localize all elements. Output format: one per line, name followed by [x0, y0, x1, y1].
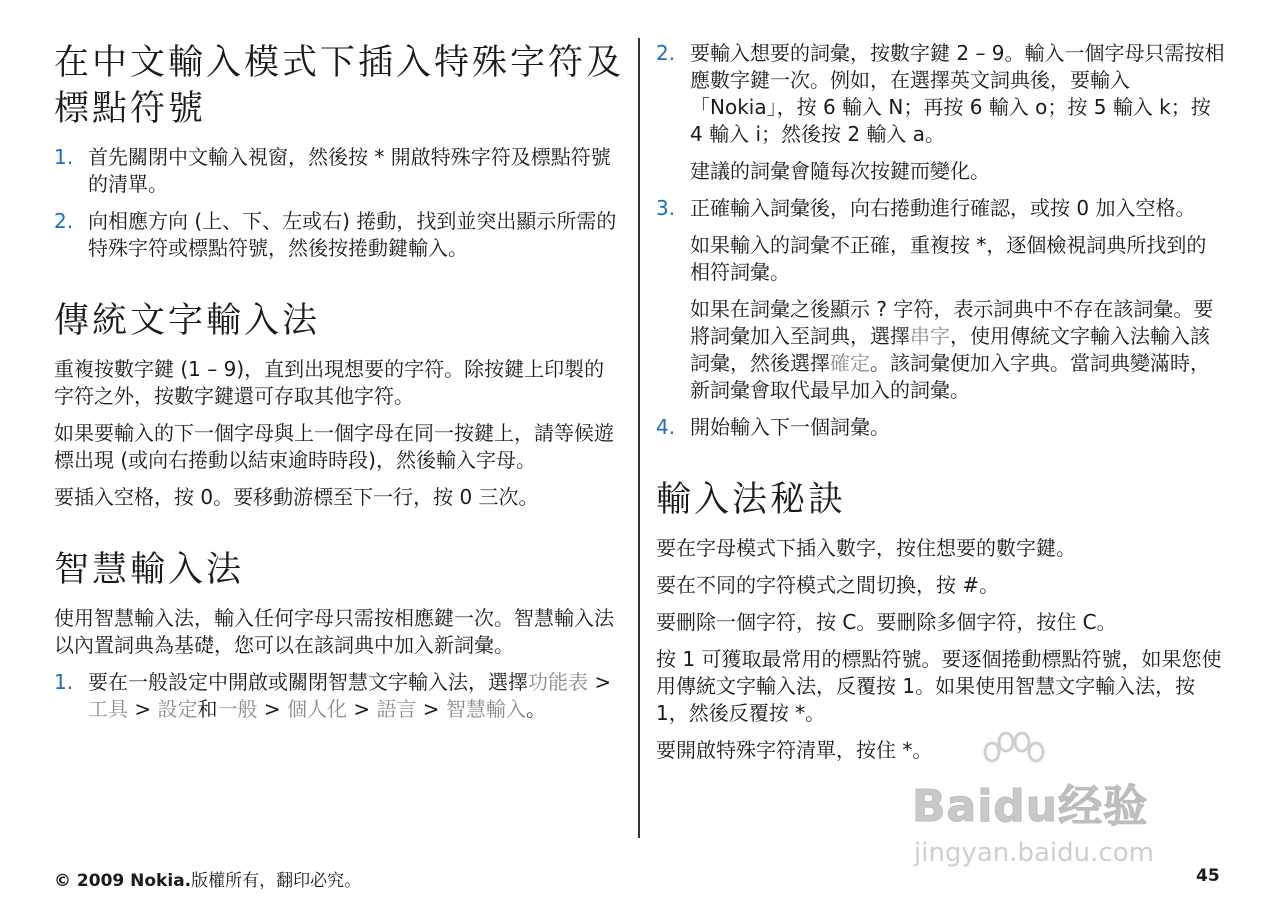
step-text: 正確輸入詞彙後，向右捲動進行確認，或按 0 加入空格。 [690, 196, 1196, 220]
menu-separator: > [346, 697, 377, 721]
heading-special-characters: 在中文輸入模式下插入特殊字符及標點符號 [54, 43, 625, 129]
menu-path-language: 語言 [376, 697, 417, 721]
paragraph: 要插入空格，按 0。要移動游標至下一行，按 0 三次。 [54, 485, 539, 509]
heading-input-tips: 輸入法秘訣 [656, 480, 847, 520]
step-text: 開始輸入下一個詞彙。 [690, 415, 890, 439]
watermark-url: jingyan.baidu.com [914, 838, 1154, 868]
step-number: 1. [54, 145, 74, 169]
step-text: 首先關閉中文輸入視窗，然後按 * 開啟特殊字符及標點符號的清單。 [88, 145, 611, 196]
paragraph: 如果要輸入的下一個字母與上一個字母在同一按鍵上，請等候遊標出現 (或向右捲動以結束逾時時段)，然後輸入字母。 [54, 421, 614, 472]
heading-predictive-input: 智慧輸入法 [54, 550, 245, 590]
list-item [656, 414, 1226, 441]
menu-path-functions: 功能表 [528, 670, 588, 694]
watermark-logo: Baidu经验 [912, 781, 1149, 832]
list-item [54, 669, 624, 723]
baidu-watermark [900, 732, 1200, 882]
left-column [54, 40, 624, 733]
step-text [88, 669, 624, 723]
step-number: 2. [656, 41, 676, 65]
step-number: 1. [54, 670, 74, 694]
tip-paragraph: 要在不同的字符模式之間切換，按 #。 [656, 573, 1000, 597]
menu-separator: > [257, 697, 287, 721]
list-item [656, 40, 1226, 148]
rights-text: 版權所有，翻印必究。 [191, 871, 362, 891]
step-text-part: 。 [525, 697, 546, 721]
step-text: 要輸入想要的詞彙，按數字鍵 2 – 9。輸入一個字母只需按相應數字鍵一次。例如，在選擇英文詞典後，要輸入「Nokia」，按 6 輸入 N；再按 6 輸入 o；按 5 輸入 k；按 4 輸入 i；然後按 2 輸入 a。 [690, 41, 1225, 146]
heading-traditional-input: 傳統文字輸入法 [54, 301, 321, 341]
step-note [690, 296, 1226, 404]
note-text-part: 如果在詞彙之後顯示 ? 字符，表示詞典中不存在該詞彙。要將詞彙加入至詞典，選擇 [690, 297, 1214, 348]
list-item [54, 144, 624, 198]
step-number: 4. [656, 415, 676, 439]
step-note: 建議的詞彙會隨每次按鍵而變化。 [690, 159, 990, 183]
step-number: 2. [54, 209, 74, 233]
tip-paragraph: 要開啟特殊字符清單，按住 *。 [656, 738, 933, 762]
list-item [656, 195, 1226, 222]
paragraph: 重複按數字鍵 (1 – 9)，直到出現想要的字符。除按鍵上印製的字符之外，按數字鍵還可存取其他字符。 [54, 357, 605, 408]
menu-path-settings: 設定 [157, 697, 198, 721]
menu-separator: > [416, 697, 446, 721]
step-text: 向相應方向 (上、下、左或右) 捲動，找到並突出顯示所需的特殊字符或標點符號，然後按捲動鍵輸入。 [88, 209, 617, 260]
column-divider [638, 38, 640, 838]
menu-path-tools: 工具 [88, 697, 128, 721]
menu-option-spell: 串字 [910, 324, 950, 348]
copyright-text: © 2009 Nokia. [54, 871, 192, 891]
footer-copyright [54, 866, 361, 891]
note-text-part: ，使用傳統文字輸入法輸入該詞彙，然後選擇 [690, 324, 1210, 375]
right-column [656, 40, 1226, 774]
paragraph: 使用智慧輸入法，輸入任何字母只需按相應鍵一次。智慧輸入法以內置詞典為基礎，您可以在該詞典中加入新詞彙。 [54, 606, 614, 657]
step-text-part: 和 [197, 697, 218, 721]
menu-path-predictive: 智慧輸入 [445, 697, 526, 721]
list-item [54, 208, 624, 262]
tip-paragraph: 按 1 可獲取最常用的標點符號。要逐個捲動標點符號，如果您使用傳統文字輸入法，反覆按 1。如果使用智慧文字輸入法，按 1，然後反覆按 *。 [656, 647, 1222, 725]
step-text-part: 要在一般設定中開啟或關閉智慧文字輸入法，選擇 [88, 670, 528, 694]
menu-separator: > [588, 670, 612, 694]
menu-path-general: 一般 [217, 697, 258, 721]
tip-paragraph: 要在字母模式下插入數字，按住想要的數字鍵。 [656, 536, 1076, 560]
menu-separator: > [128, 697, 158, 721]
page-number: 45 [1196, 866, 1220, 886]
step-number: 3. [656, 196, 676, 220]
menu-option-ok: 確定 [830, 351, 870, 375]
menu-path-personalization: 個人化 [286, 697, 347, 721]
note-text-part: 。該詞彙便加入字典。當詞典變滿時，新詞彙會取代最早加入的詞彙。 [690, 351, 1210, 402]
step-note: 如果輸入的詞彙不正確，重複按 *，逐個檢視詞典所找到的相符詞彙。 [690, 233, 1207, 284]
tip-paragraph: 要刪除一個字符，按 C。要刪除多個字符，按住 C。 [656, 610, 1117, 634]
